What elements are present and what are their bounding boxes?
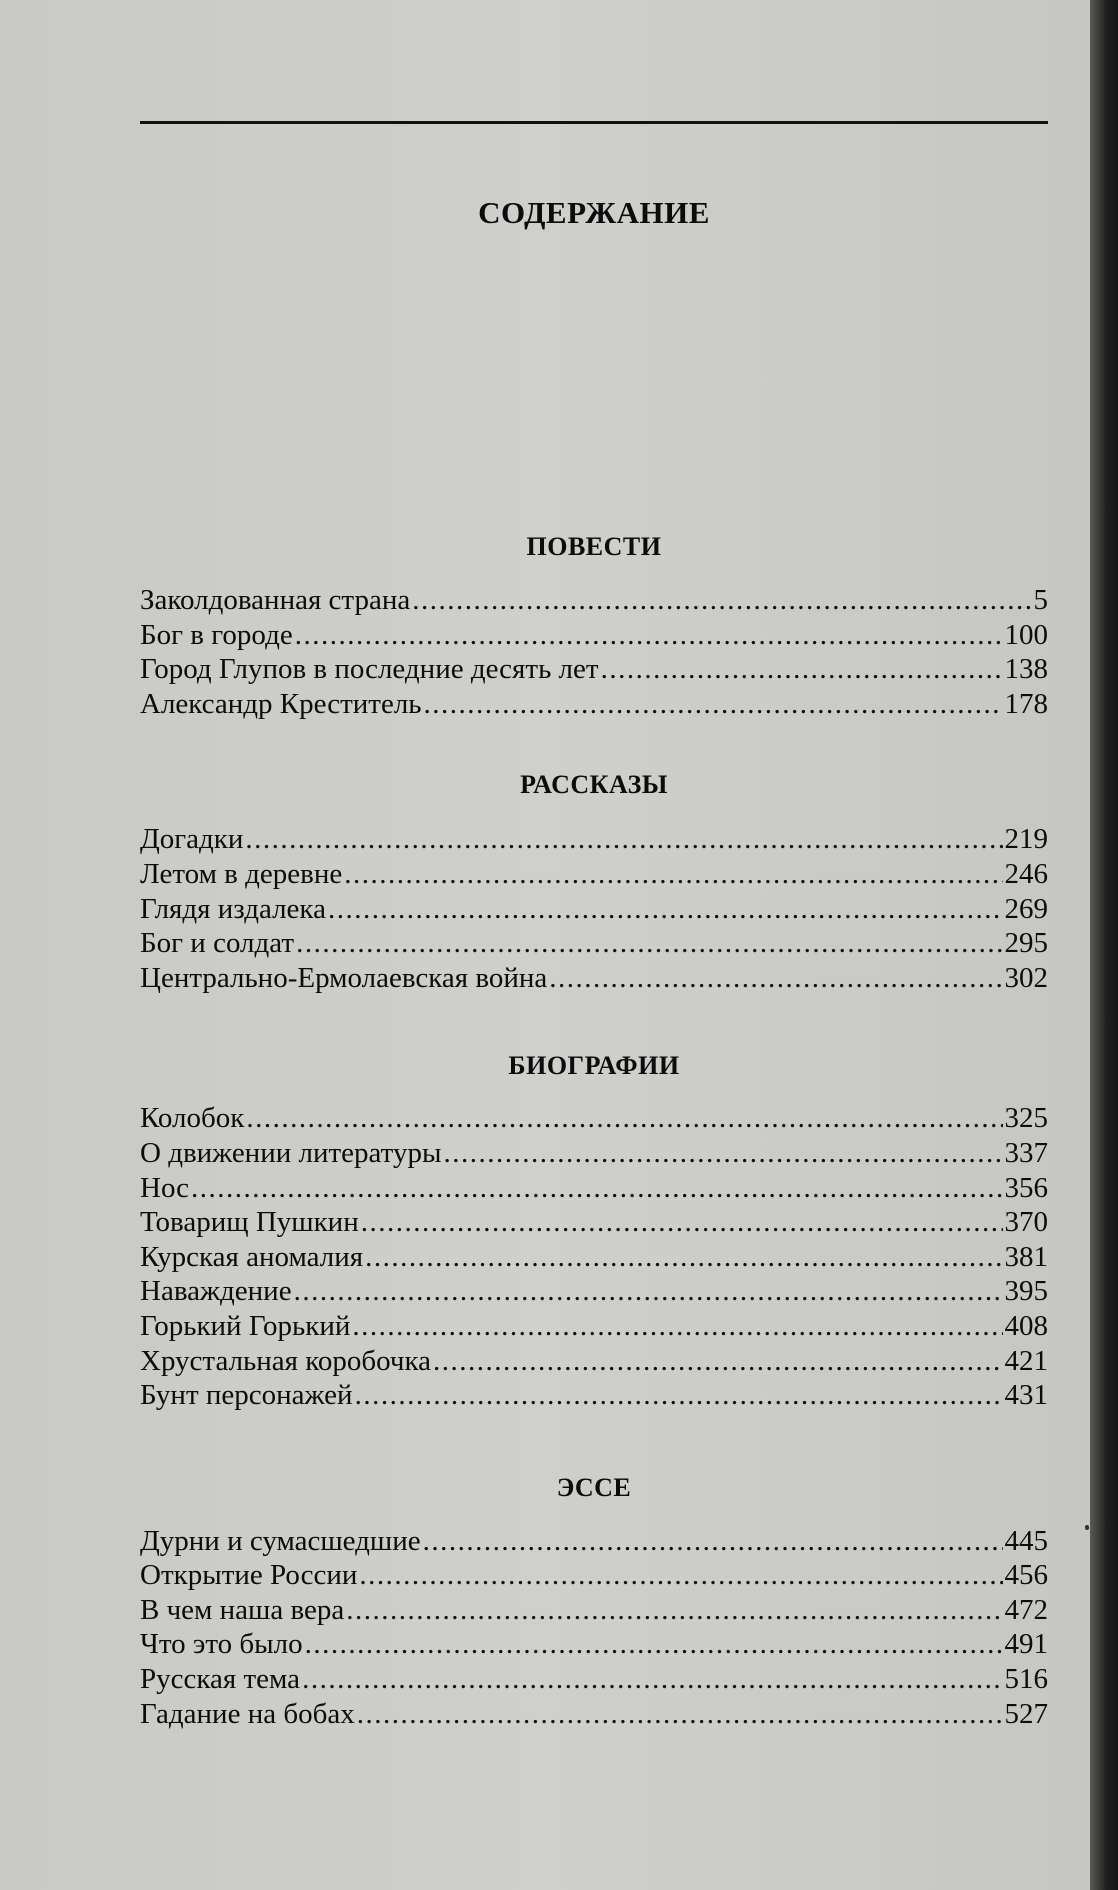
toc-entry[interactable] [140,1524,1048,1559]
section-heading: РАССКАЗЫ [520,770,668,800]
entry-page-number: 100 [1004,618,1048,651]
entry-title: Летом в деревне [140,857,343,890]
toc-entry[interactable] [140,1593,1048,1628]
entry-page-number: 395 [1004,1275,1048,1308]
entry-page-number: 138 [1004,653,1048,686]
toc-entry[interactable] [140,652,1048,687]
dot-leader [296,926,1002,961]
dot-leader [549,961,1002,996]
toc-entry[interactable] [140,1274,1048,1309]
entry-page-number: 421 [1004,1344,1048,1377]
dot-leader [423,1524,1003,1559]
entry-title: Глядя издалека [140,892,326,925]
section-heading: ЭССЕ [556,1472,632,1502]
entry-page-number: 445 [1004,1524,1048,1557]
toc-entry[interactable] [140,1205,1048,1240]
entry-title: Колобок [140,1102,245,1135]
dot-leader [305,1627,1003,1662]
entry-title: Догадки [140,823,244,856]
toc-entry[interactable] [140,1136,1048,1171]
entry-title: Открытие России [140,1559,358,1592]
entry-page-number: 178 [1004,687,1048,720]
dot-leader [245,822,1002,857]
dot-leader [295,618,1003,653]
entry-page-number: 246 [1004,857,1048,890]
print-speck [1085,1525,1089,1530]
entry-title: Что это было [140,1628,303,1661]
dot-leader [346,1593,1002,1628]
toc-entry[interactable] [140,1627,1048,1662]
entry-title: Хрустальная коробочка [140,1344,431,1377]
entry-page-number: 337 [1004,1136,1048,1169]
dot-leader [294,1274,1003,1309]
toc-entry[interactable] [140,1558,1048,1593]
dot-leader [246,1101,1002,1136]
toc-entry[interactable] [140,1662,1048,1697]
entry-page-number: 325 [1004,1102,1048,1135]
section-entry-list [140,1101,1048,1412]
section-entry-list [140,583,1048,721]
entry-page-number: 219 [1004,823,1048,856]
entry-title: Курская аномалия [140,1240,364,1273]
dot-leader [344,857,1002,892]
toc-sections [140,534,1048,1731]
dot-leader [328,892,1003,927]
toc-entry[interactable] [140,687,1048,722]
toc-entry[interactable] [140,1240,1048,1275]
entry-title: Дурни и сумасшедшие [140,1524,421,1557]
entry-title: Город Глупов в последние десять лет [140,653,599,686]
dot-leader [443,1136,1002,1171]
entry-title: Наваждение [140,1275,292,1308]
dot-leader [433,1344,1003,1379]
entry-title: О движении литературы [140,1136,442,1169]
section-entry-list [140,1524,1048,1732]
entry-page-number: 302 [1004,961,1048,994]
toc-entry[interactable] [140,1378,1048,1413]
toc-entry[interactable] [140,892,1048,927]
toc-title: СОДЕРЖАНИЕ [478,195,710,230]
entry-page-number: 431 [1004,1379,1048,1412]
entry-page-number: 381 [1004,1240,1048,1273]
section-heading: ПОВЕСТИ [526,532,662,561]
entry-page-number: 295 [1004,927,1048,960]
entry-page-number: 516 [1004,1663,1048,1696]
entry-title: Александр Креститель [140,687,422,720]
dot-leader [601,652,1003,687]
dot-leader [191,1171,1002,1206]
entry-title: Гадание на бобах [140,1697,355,1730]
entry-title: Бог в городе [140,618,293,651]
entry-title: В чем наша вера [140,1593,345,1626]
entry-title: Товарищ Пушкин [140,1206,359,1239]
toc-entry[interactable] [140,583,1048,618]
entry-title: Бунт персонажей [140,1379,353,1412]
entry-title: Горький Горький [140,1309,351,1342]
entry-page-number: 370 [1004,1206,1048,1239]
section-entry-list [140,822,1048,995]
entry-title: Центрально-Ермолаевская война [140,961,548,994]
dot-leader [352,1309,1002,1344]
entry-page-number: 269 [1004,892,1048,925]
toc-entry[interactable] [140,1309,1048,1344]
entry-title: Бог и солдат [140,927,295,960]
entry-page-number: 491 [1004,1628,1048,1661]
entry-page-number: 456 [1004,1559,1048,1592]
entry-page-number: 356 [1004,1171,1048,1204]
dot-leader [357,1697,1003,1732]
toc-entry[interactable] [140,1697,1048,1732]
dot-leader [424,687,1003,722]
dot-leader [365,1240,1002,1275]
toc-entry[interactable] [140,1171,1048,1206]
dot-leader [359,1558,1002,1593]
table-of-contents [140,124,1048,1731]
page-edge-shadow [1090,0,1118,1890]
dot-leader [355,1378,1003,1413]
entry-page-number: 5 [1033,584,1048,616]
entry-title: Заколдованная страна [140,584,411,616]
entry-title: Русская тема [140,1663,301,1696]
entry-page-number: 472 [1004,1593,1048,1626]
dot-leader [302,1662,1002,1697]
toc-entry[interactable] [140,1101,1048,1136]
entry-title: Нос [140,1171,190,1204]
toc-entry[interactable] [140,1344,1048,1379]
toc-entry[interactable] [140,857,1048,892]
toc-entry[interactable] [140,822,1048,857]
toc-entry[interactable] [140,926,1048,961]
dot-leader [412,583,1031,618]
toc-entry[interactable] [140,618,1048,653]
section-heading: БИОГРАФИИ [508,1051,680,1081]
dot-leader [361,1205,1003,1240]
entry-page-number: 527 [1004,1697,1048,1730]
entry-page-number: 408 [1004,1309,1048,1342]
toc-entry[interactable] [140,961,1048,996]
